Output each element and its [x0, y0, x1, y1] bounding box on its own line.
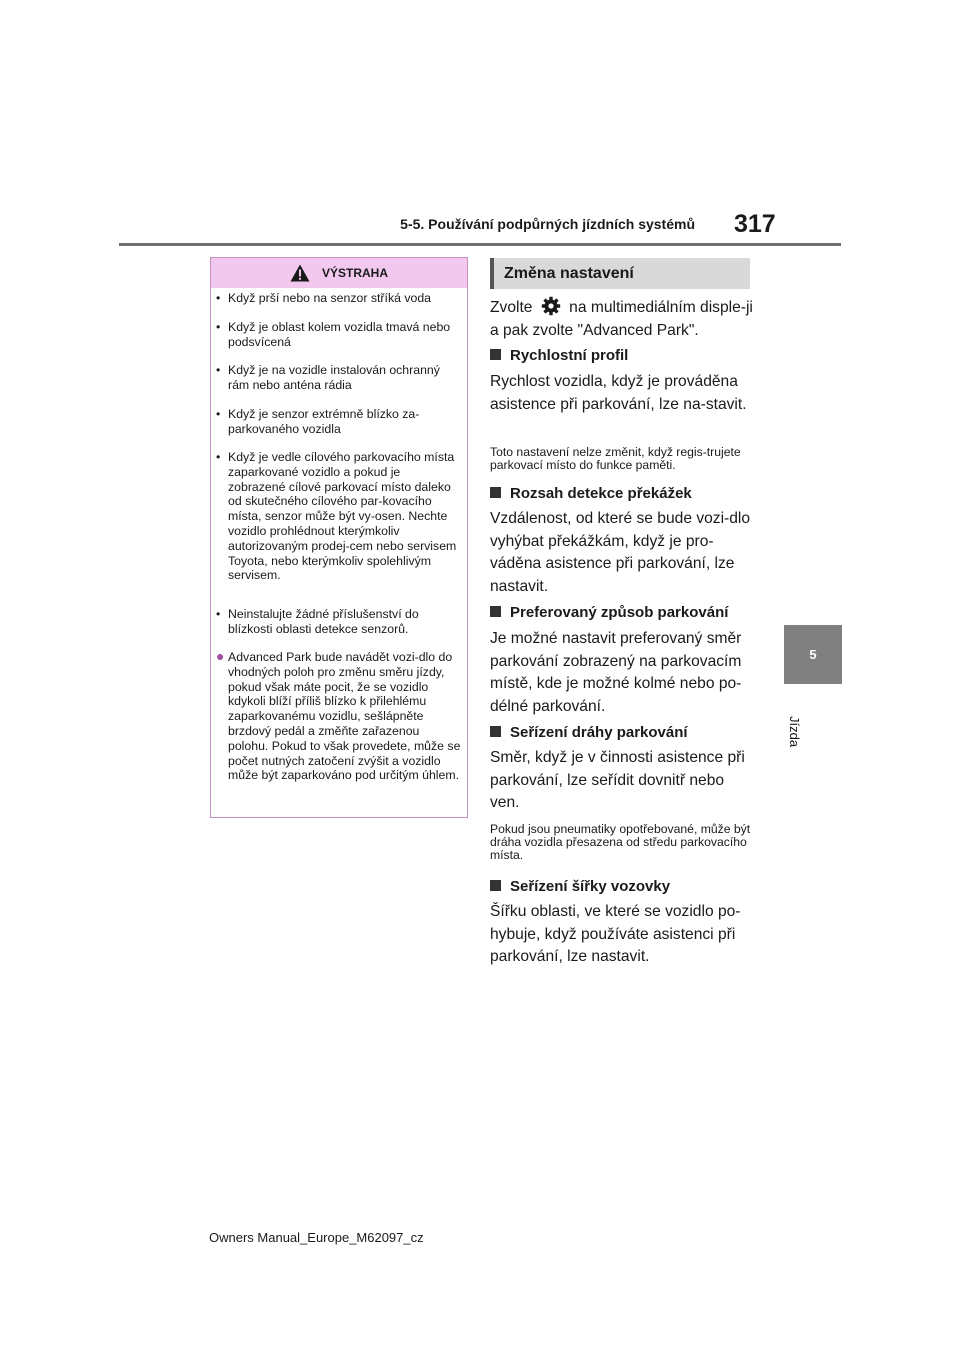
warning-title: VÝSTRAHA: [321, 266, 388, 280]
road-width-body: Šířku oblasti, ve které se vozidlo po-hybuje, když používáte asistenci při parkování, lze nastavit.: [490, 903, 741, 966]
warning-box: [210, 257, 468, 818]
square-bullet-icon: [490, 349, 501, 360]
warning-list-item: • Když je senzor extrémně blízko za-parkovaného vozidla: [216, 407, 420, 436]
chapter-tab-number: 5: [784, 625, 842, 684]
square-bullet-icon: [490, 487, 501, 498]
obstacle-range-body: Vzdálenost, od které se bude vozi-dlo vyhýbat překážkám, když je pro-váděna asistence při parkování, lze nastavit.: [490, 510, 751, 595]
subheading-speed-profile: Rychlostní profil: [490, 347, 628, 364]
speed-profile-note: Toto nastavení nelze změnit, když regis-trujete parkovací místo do funkce paměti.: [490, 445, 741, 473]
warning-triangle-icon: [290, 264, 310, 282]
warning-header: [211, 258, 467, 288]
square-bullet-icon: [490, 606, 501, 617]
square-bullet-icon: [490, 880, 501, 891]
page-number: 317: [734, 210, 776, 238]
warning-list-item: • Když prší nebo na senzor stříká voda: [216, 291, 432, 305]
circle-bullet-icon: ●: [216, 648, 225, 664]
settings-intro: Zvolte na multimediálním disple-ji a pak zvolte "Advanced Park".: [490, 296, 755, 342]
chapter-tab-label: Jízda: [787, 716, 802, 748]
settings-heading: Změna nastavení: [490, 258, 750, 289]
footer-doc-id: Owners Manual_Europe_M62097_cz: [209, 1230, 424, 1245]
section-title: 5-5. Používání podpůrných jízdních systémů: [400, 216, 695, 232]
path-adjustment-body: Směr, když je v činnosti asistence při parkování, lze seřídit dovnitř nebo ven.: [490, 749, 745, 812]
subheading-road-width: Seřízení šířky vozovky: [490, 878, 670, 895]
speed-profile-body: Rychlost vozidla, když je prováděna asistence při parkování, lze na-stavit.: [490, 373, 747, 413]
square-bullet-icon: [490, 726, 501, 737]
parking-method-body: Je možné nastavit preferovaný směr parkování zobrazený na parkovacím místě, kde je možné kolmé nebo po-délné parkování.: [490, 630, 742, 715]
gear-icon: [541, 296, 561, 316]
warning-note: ● Advanced Park bude navádět vozi-dlo do vhodných poloh pro změnu směru jízdy, pokud však máte pocit, že se vozidlo kdykoli blíží příliš blízko k přilehlému zaparkovanému vozidlu, sešlápněte brzdový pedál a změňte zařazenou polohu. Pokud to však provedete, může se počet nutných zatočení zvýšit a vozidlo může být zaparkováno pod určitým úhlem.: [216, 648, 461, 783]
subheading-path-adjustment: Seřízení dráhy parkování: [490, 724, 688, 741]
warning-list-item: • Když je na vozidle instalován ochranný rám nebo anténa rádia: [216, 363, 440, 392]
warning-list-item: • Když je vedle cílového parkovacího místa zaparkované vozidlo a pokud je zobrazené cílové parkovací místo daleko od skutečného cílového par-kovacího místa, senzor může být vy-osen. Nechte vozidlo prohlédnout kterýmkoliv autorizovaným prodej-cem nebo servisem Toyota, nebo kterýmkoliv spolehlivým servisem.: [216, 450, 457, 583]
warning-list-item: • Neinstalujte žádné příslušenství do blízkosti oblasti detekce senzorů.: [216, 607, 419, 636]
path-adjustment-note: Pokud jsou pneumatiky opotřebované, může být dráha vozidla přesazena od středu parkovacího místa.: [490, 822, 751, 863]
warning-list-item: • Když je oblast kolem vozidla tmavá nebo podsvícená: [216, 320, 451, 349]
subheading-obstacle-range: Rozsah detekce překážek: [490, 485, 692, 502]
subheading-parking-method: Preferovaný způsob parkování: [490, 604, 728, 621]
header-divider: [119, 243, 841, 246]
